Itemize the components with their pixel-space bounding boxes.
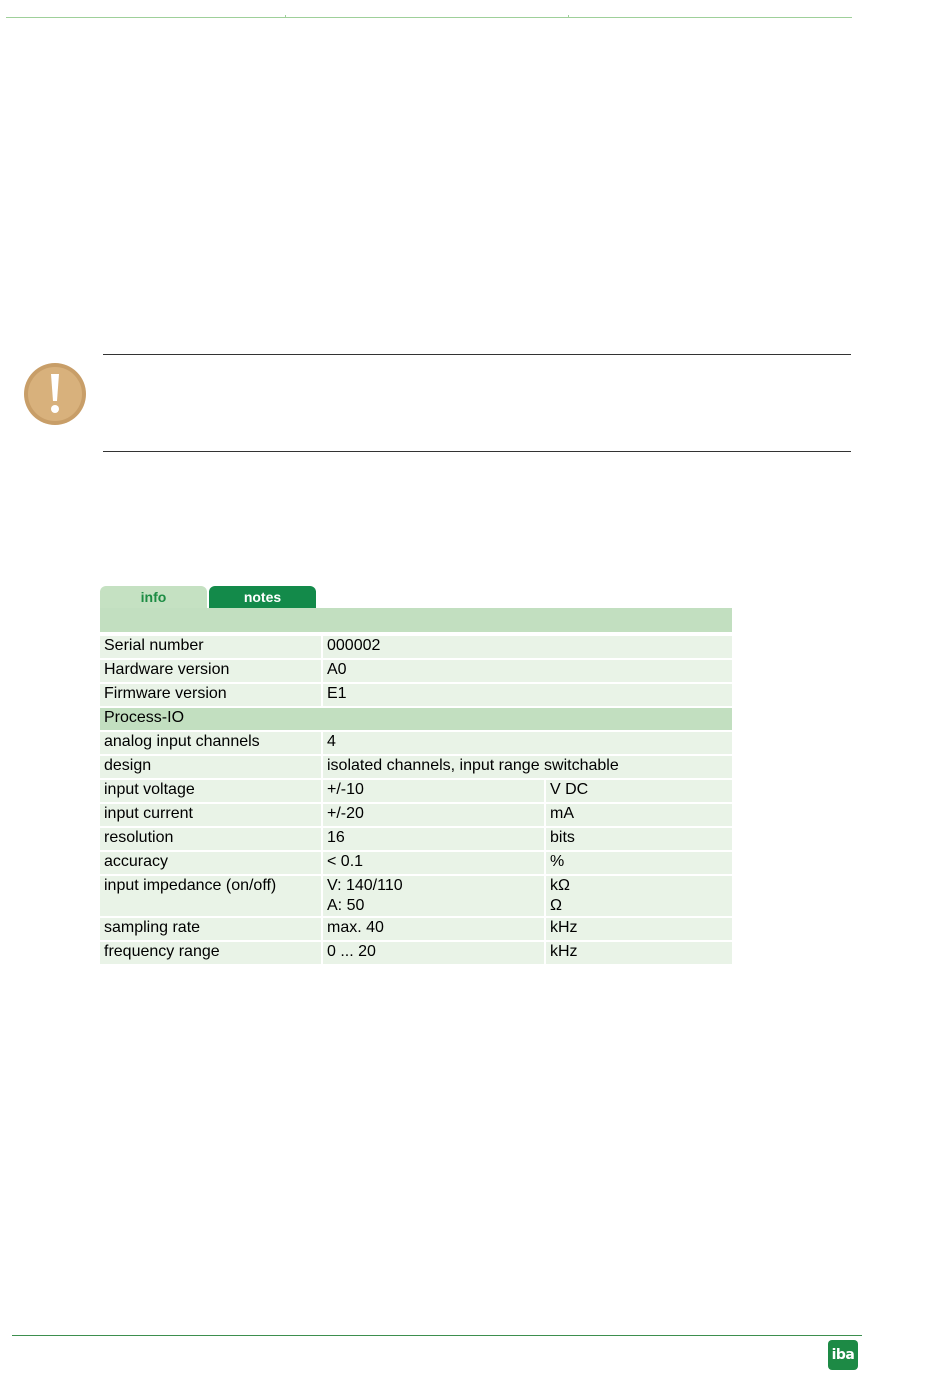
table-row xyxy=(100,732,732,754)
parameter-value: 4 xyxy=(323,732,732,754)
parameter-value: isolated channels, input range switchable xyxy=(323,756,732,778)
parameter-name: resolution xyxy=(100,828,323,850)
parameter-name: Hardware version xyxy=(100,660,323,682)
parameter-name: analog input channels xyxy=(100,732,323,754)
parameter-name: sampling rate xyxy=(100,918,323,940)
table-row xyxy=(100,852,732,874)
parameter-unit: kHz xyxy=(546,942,732,964)
parameter-name: input voltage xyxy=(100,780,323,802)
parameter-value: 0 ... 20 xyxy=(323,942,546,964)
table-row xyxy=(100,876,732,916)
parameter-value: < 0.1 xyxy=(323,852,546,874)
table-row xyxy=(100,942,732,964)
parameter-value: V: 140/110 A: 50 xyxy=(323,876,546,916)
exclamation-icon xyxy=(22,361,88,427)
iba-logo: iba xyxy=(828,1340,858,1370)
table-section-row xyxy=(100,708,732,730)
table-row xyxy=(100,636,732,658)
parameter-value: 16 xyxy=(323,828,546,850)
parameter-value: +/-20 xyxy=(323,804,546,826)
parameter-unit: kΩ Ω xyxy=(546,876,732,916)
parameter-name: frequency range xyxy=(100,942,323,964)
note-top-rule xyxy=(103,354,851,355)
parameter-unit: bits xyxy=(546,828,732,850)
parameter-name: Serial number xyxy=(100,636,323,658)
parameter-value: 000002 xyxy=(323,636,732,658)
table-row xyxy=(100,804,732,826)
note-bottom-rule xyxy=(103,451,851,452)
parameter-name: input impedance (on/off) xyxy=(100,876,323,916)
table-row xyxy=(100,684,732,706)
tab-notes[interactable]: notes xyxy=(209,586,316,608)
parameter-unit: % xyxy=(546,852,732,874)
info-table xyxy=(100,634,732,966)
table-row xyxy=(100,918,732,940)
table-row xyxy=(100,828,732,850)
info-panel xyxy=(100,608,732,966)
parameter-name: design xyxy=(100,756,323,778)
section-label: Process-IO xyxy=(100,708,732,730)
parameter-name: Firmware version xyxy=(100,684,323,706)
parameter-value: E1 xyxy=(323,684,732,706)
table-row xyxy=(100,780,732,802)
parameter-value: +/-10 xyxy=(323,780,546,802)
parameter-name: accuracy xyxy=(100,852,323,874)
parameter-unit: mA xyxy=(546,804,732,826)
header-rule xyxy=(6,17,852,18)
footer-rule xyxy=(12,1335,862,1336)
parameter-value: A0 xyxy=(323,660,732,682)
parameter-unit: V DC xyxy=(546,780,732,802)
panel-header xyxy=(100,608,732,632)
table-row xyxy=(100,756,732,778)
parameter-name: input current xyxy=(100,804,323,826)
tab-info[interactable]: info xyxy=(100,586,207,608)
parameter-value: max. 40 xyxy=(323,918,546,940)
parameter-unit: kHz xyxy=(546,918,732,940)
table-row xyxy=(100,660,732,682)
